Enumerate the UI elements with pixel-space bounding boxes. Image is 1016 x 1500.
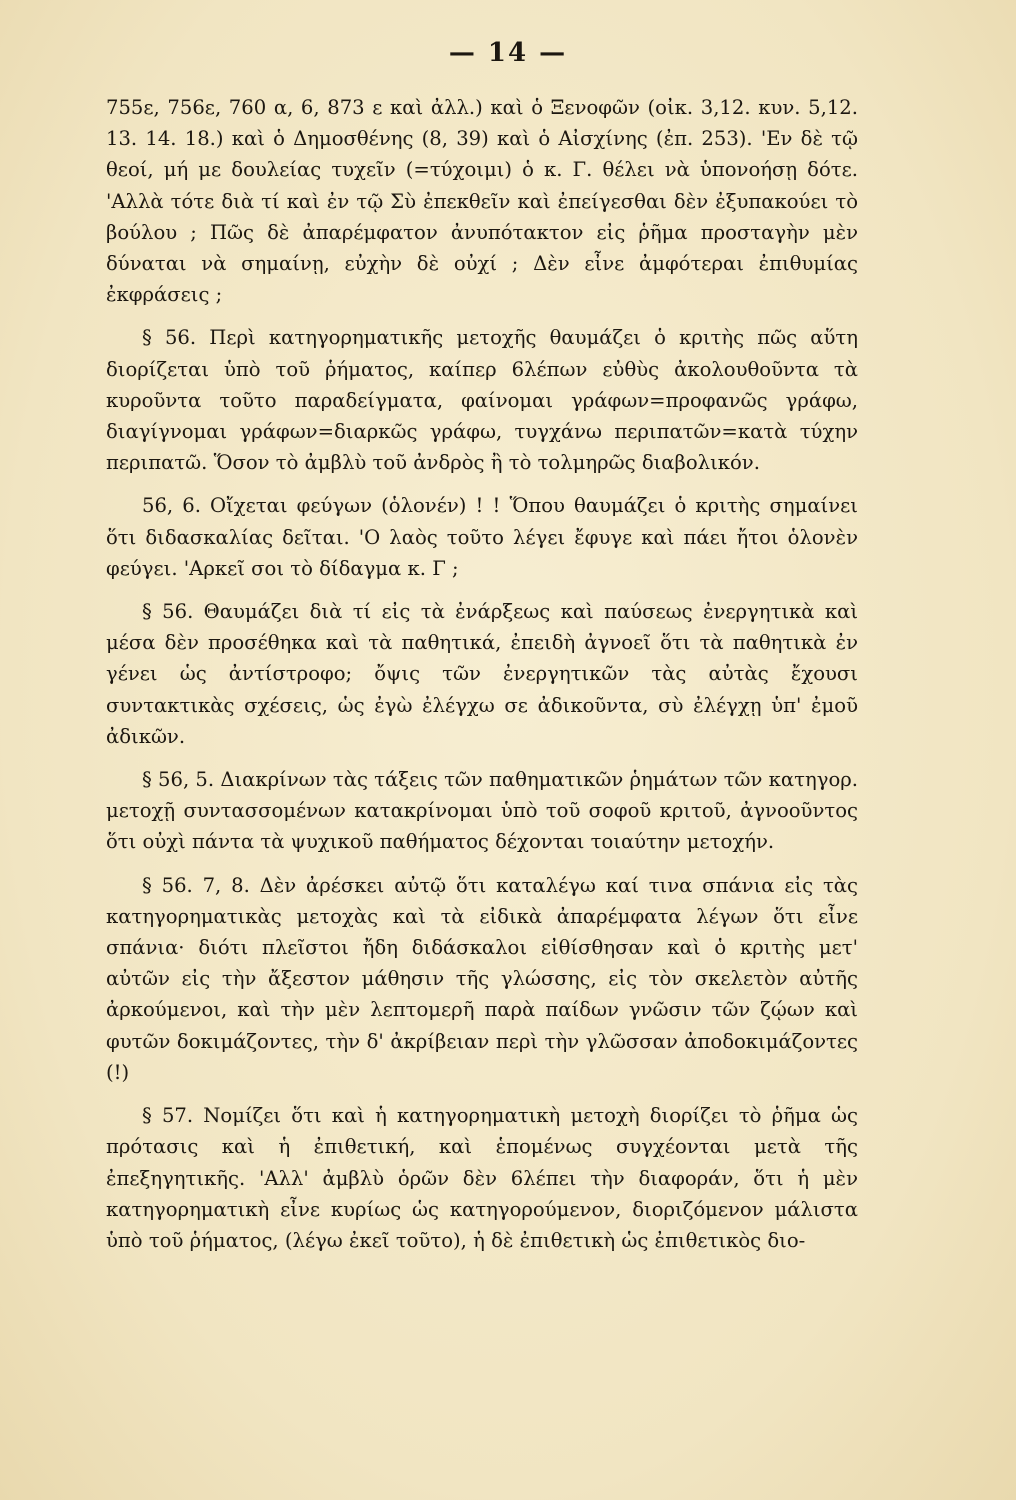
paragraph: § 56. Θαυμάζει διὰ τί εἰς τὰ ἐνάρξεως καὶ παύσεως ἐνεργητικὰ καὶ μέσα δὲν προσέθηκα καὶ τὰ παθητικά, ἐπειδὴ ἀγνοεῖ ὅτι τὰ παθητικὰ ἐν γένει ὡς ἀντίστροφο; ὄψις τῶν ἐνεργητικῶν τὰς αὐτὰς ἔχουσι συντακτικὰς σχέσεις, ὡς ἐγὼ ἐλέγχω σε ἀδικοῦντα, σὺ ἐλέγχῃ ὑπ' ἐμοῦ ἀδικῶν. [106, 600, 858, 748]
paragraph: § 57. Νομίζει ὅτι καὶ ἡ κατηγορηματικὴ μετοχὴ διορίζει τὸ ῥῆμα ὡς πρότασις καὶ ἡ ἐπιθετική, καὶ ἑπομένως συγχέονται μετὰ τῆς ἐπεξηγητικῆς. 'Αλλ' ἀμβλὺ ὁρῶν δὲν 6λέπει τὴν διαφοράν, ὅτι ἡ μὲν κατηγορηματικὴ εἶνε κυρίως ὡς κατηγορούμενον, διοριζόμενον μάλιστα ὑπὸ τοῦ ῥήματος, (λέγω ἐκεῖ τοῦτο), ἡ δὲ ἐπιθετικὴ ὡς ἐπιθετικὸς διο- [106, 1104, 858, 1252]
paragraph: § 56. Περὶ κατηγορηματικῆς μετοχῆς θαυμάζει ὁ κριτὴς πῶς αὕτη διορίζεται ὑπὸ τοῦ ῥήματος, καίπερ 6λέπων εὐθὺς ἀκολουθοῦντα τὰ κυροῦντα τοῦτο παραδείγματα, φαίνομαι γράφων=προφανῶς γράφω, διαγίγνομαι γράφων=διαρκῶς γράφω, τυγχάνω περιπατῶν=κατὰ τύχην περιπατῶ. Ὅσον τὸ ἀμβλὺ τοῦ ἀνδρὸς ἢ τὸ τολμηρῶς διαβολικόν. [106, 326, 858, 475]
paragraph: 56, 6. Οἴχεται φεύγων (ὁλονέν) ! ! Ὅπου θαυμάζει ὁ κριτὴς σημαίνει ὅτι διδασκαλίας δεῖται. 'Ο λαὸς τοῦτο λέγει ἔφυγε καὶ πάει ἤτοι ὁλονὲν φεύγει. 'Αρκεῖ σοι τὸ δίδαγμα κ. Γ ; [106, 494, 858, 580]
paragraph: § 56, 5. Διακρίνων τὰς τάξεις τῶν παθηματικῶν ῥημάτων τῶν κατηγορ. μετοχῇ συντασσομένων κατακρίνομαι ὑπὸ τοῦ σοφοῦ κριτοῦ, ἀγνοοῦντος ὅτι οὐχὶ πάντα τὰ ψυχικοῦ παθήματος δέχονται τοιαύτην μετοχήν. [106, 768, 858, 854]
paragraph: 755ε, 756ε, 760 α, 6, 873 ε καὶ ἀλλ.) καὶ ὁ Ξενοφῶν (οἰκ. 3,12. κυν. 5,12. 13. 14. 18.) καὶ ὁ Δημοσθένης (8, 39) καὶ ὁ Αἰσχίνης (ἐπ. 253). 'Εν δὲ τῷ θεοί, μή με δουλείας τυχεῖν (=τύχοιμι) ὁ κ. Γ. θέλει νὰ ὑπονοήσῃ δότε. 'Αλλὰ τότε διὰ τί καὶ ἐν τῷ Σὺ ἐπεκθεῖν καὶ ἐπείγεσθαι δὲν ἐξυπακούει τὸ βούλου ; Πῶς δὲ ἀπαρέμφατον ἀνυπότακτον εἰς ῥῆμα προσταγὴν μὲν δύναται νὰ σημαίνῃ, εὐχὴν δὲ οὐχί ; Δὲν εἶνε ἀμφότεραι ἐπιθυμίας ἐκφράσεις ; [106, 96, 858, 307]
paragraph: § 56. 7, 8. Δὲν ἀρέσκει αὐτῷ ὅτι καταλέγω καί τινα σπάνια εἰς τὰς κατηγορηματικὰς μετοχὰς καὶ τὰ εἰδικὰ ἀπαρέμφατα λέγων ὅτι εἶνε σπάνια· διότι πλεῖστοι ἤδη διδάσκαλοι εἰθίσθησαν καὶ ὁ κριτὴς μετ' αὐτῶν εἰς τὴν ἄξεστον μάθησιν τῆς γλώσσης, εἰς τὸν σκελετὸν αὐτῆς ἀρκούμενοι, καὶ τὴν μὲν λεπτομερῆ παρὰ παίδων γνῶσιν τῶν ζῴων καὶ φυτῶν δοκιμάζοντες, τὴν δ' ἀκρίβειαν περὶ τὴν γλῶσσαν ἀποδοκιμάζοντες (!) [106, 873, 858, 1084]
page-body [106, 92, 858, 1268]
page-number: — 14 — [448, 38, 568, 68]
